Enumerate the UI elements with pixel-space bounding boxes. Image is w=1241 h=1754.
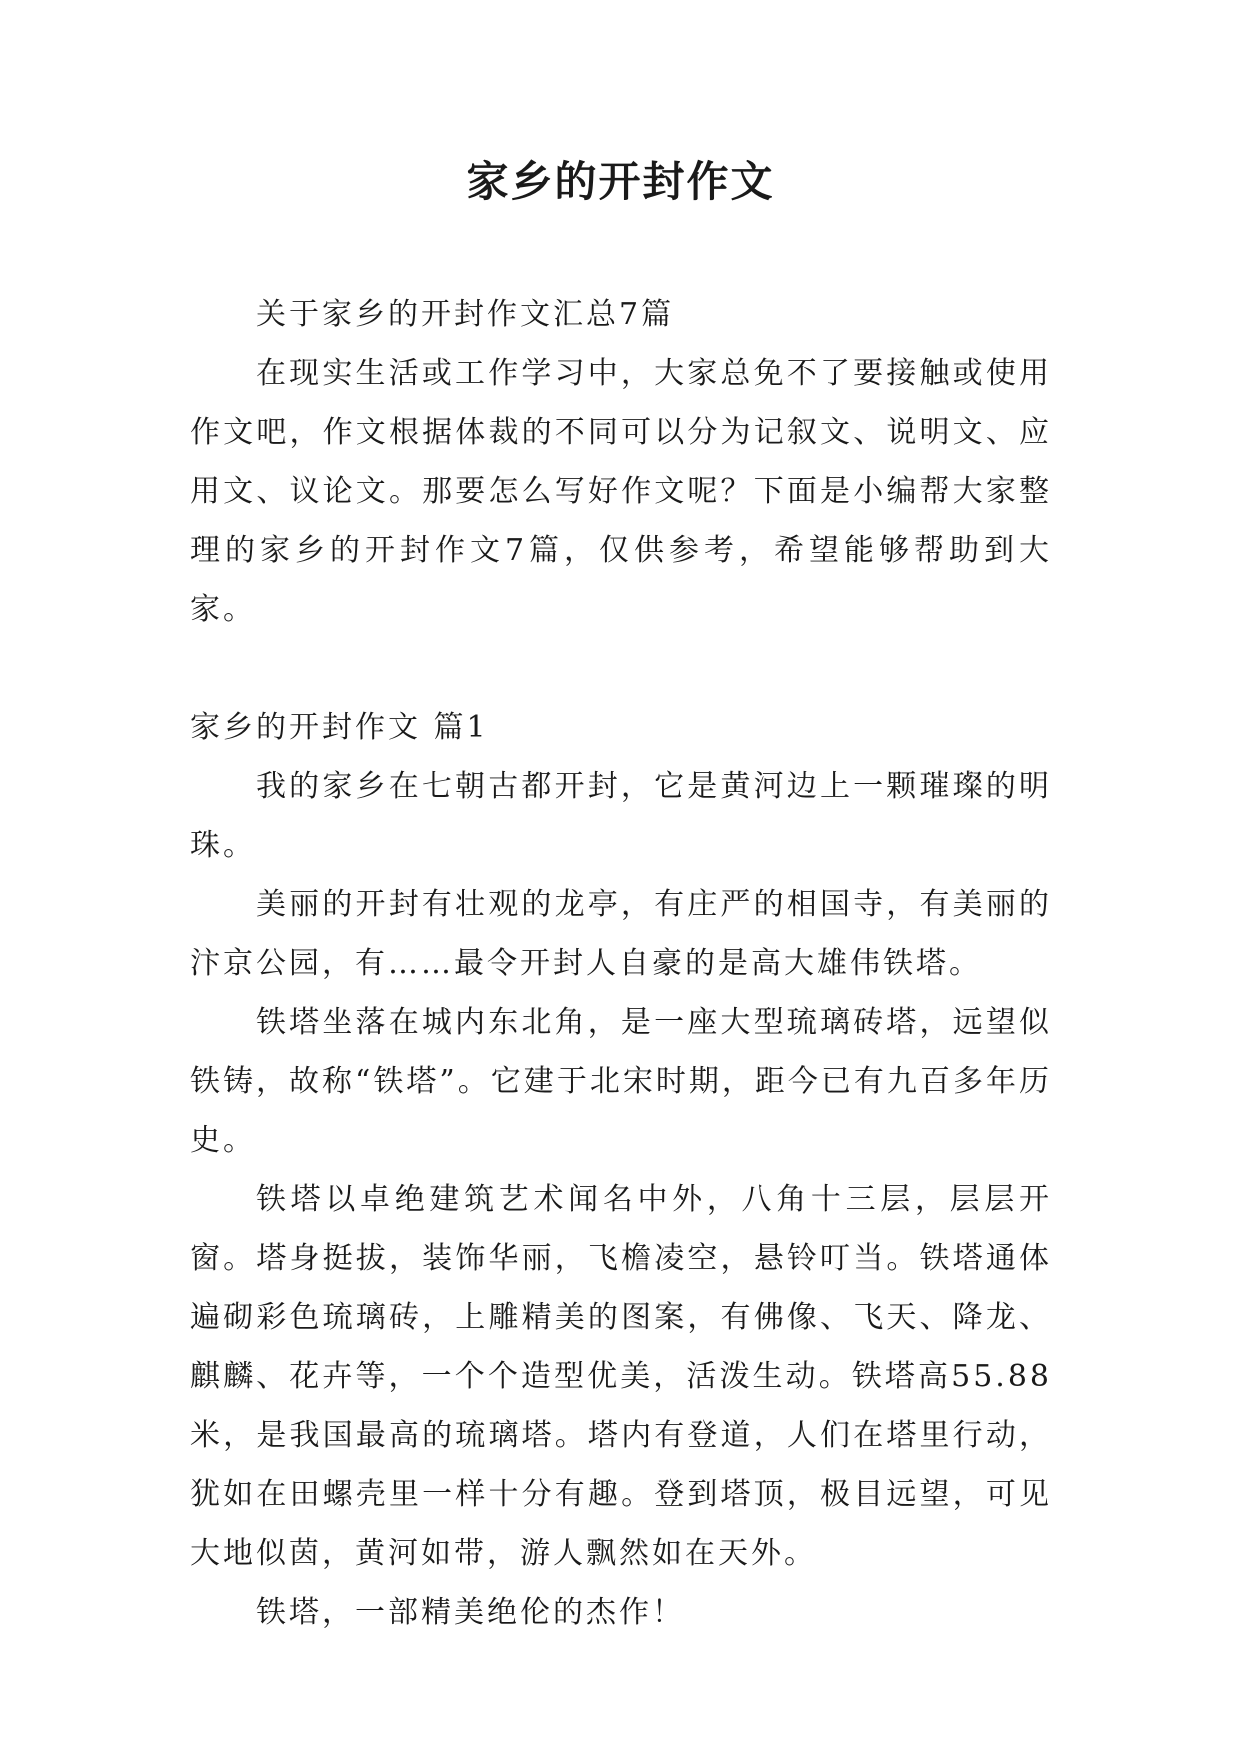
document-title: 家乡的开封作文 bbox=[466, 157, 775, 206]
essay-paragraph-5: 铁塔，一部精美绝伦的杰作！ bbox=[256, 1595, 685, 1630]
document-body bbox=[190, 285, 1052, 1642]
essay-paragraph-4: 铁塔以卓绝建筑艺术闻名中外，八角十三层，层层开窗。塔身挺拔，装饰华丽，飞檐凌空，悬铃叮当。铁塔通体遍砌彩色琉璃砖，上雕精美的图案，有佛像、飞天、降龙、麒麟、花卉等，一个个造型优美，活泼生动。铁塔高55.88米，是我国最高的琉璃塔。塔内有登道，人们在塔里行动，犹如在田螺壳里一样十分有趣。登到塔顶，极目远望，可见大地似茵，黄河如带，游人飘然如在天外。 bbox=[190, 1182, 1052, 1571]
section-heading: 家乡的开封作文 篇1 bbox=[190, 710, 489, 745]
summary-line: 关于家乡的开封作文汇总7篇 bbox=[256, 297, 675, 332]
essay-paragraph-1: 我的家乡在七朝古都开封，它是黄河边上一颗璀璨的明珠。 bbox=[190, 769, 1052, 863]
intro-paragraph: 在现实生活或工作学习中，大家总免不了要接触或使用作文吧，作文根据体裁的不同可以分为记叙文、说明文、应用文、议论文。那要怎么写好作文呢？下面是小编帮大家整理的家乡的开封作文7篇，仅供参考，希望能够帮助到大家。 bbox=[190, 356, 1052, 627]
essay-paragraph-3: 铁塔坐落在城内东北角，是一座大型琉璃砖塔，远望似铁铸，故称“铁塔”。它建于北宋时期，距今已有九百多年历史。 bbox=[190, 1005, 1052, 1158]
essay-paragraph-2: 美丽的开封有壮观的龙亭，有庄严的相国寺，有美丽的汴京公园，有……最令开封人自豪的是高大雄伟铁塔。 bbox=[190, 887, 1052, 981]
